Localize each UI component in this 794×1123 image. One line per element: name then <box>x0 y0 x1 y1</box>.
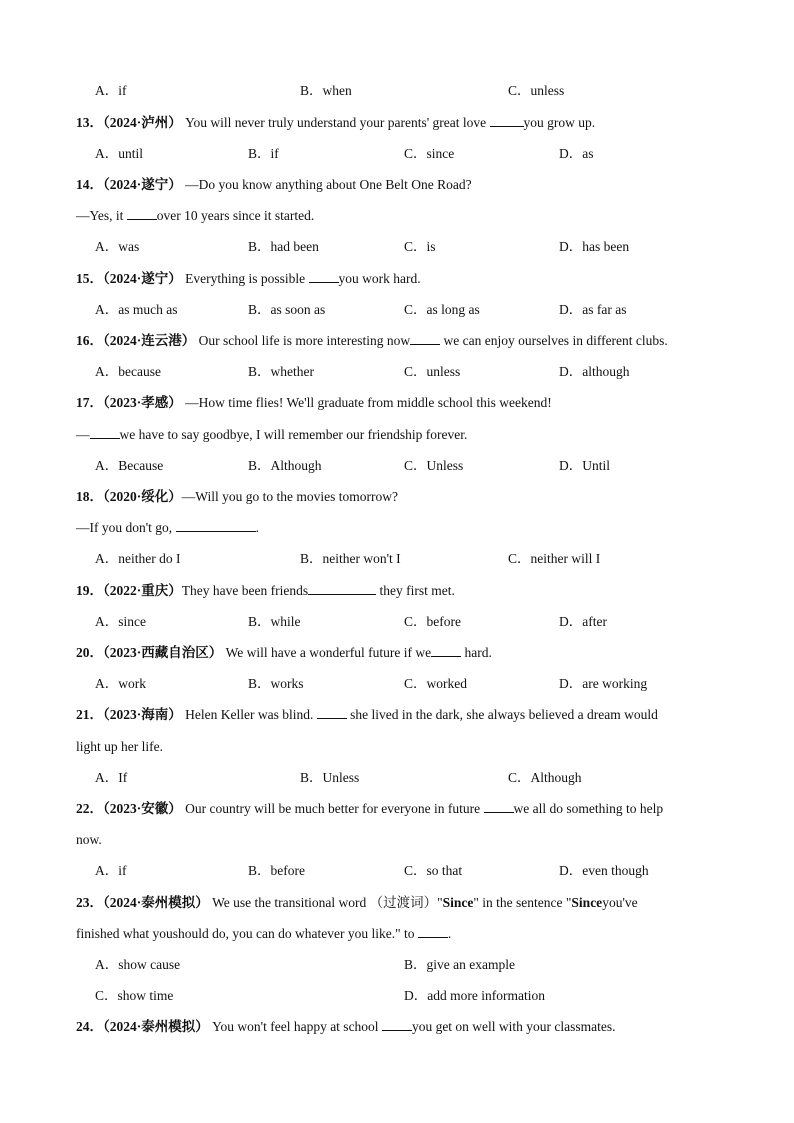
q12-option-a[interactable]: A．if <box>95 83 127 98</box>
q18-option-c[interactable]: C．neither will I <box>508 551 601 566</box>
question-text: you've <box>602 895 638 910</box>
question-18 <box>76 488 398 506</box>
question-text: Our school life is more interesting now <box>195 333 411 348</box>
question-text: she lived in the dark, she always believed a dream would <box>346 707 658 722</box>
question-14-line2 <box>76 207 314 225</box>
answer-blank[interactable] <box>308 582 376 595</box>
question-20 <box>76 644 492 662</box>
question-16 <box>76 332 668 350</box>
q19-option-b[interactable]: B．while <box>248 614 301 629</box>
question-source: （2024·泰州模拟） <box>103 895 209 910</box>
question-text: you work hard. <box>338 271 421 286</box>
question-text: You won't feel happy at school <box>208 1019 382 1034</box>
question-number: 14． <box>76 177 103 192</box>
q23-option-c[interactable]: C．show time <box>95 988 174 1003</box>
answer-blank[interactable] <box>90 426 120 439</box>
question-23 <box>76 894 638 912</box>
question-text: They have been friends <box>181 583 309 598</box>
question-number: 22． <box>76 801 103 816</box>
q22-option-b[interactable]: B．before <box>248 863 305 878</box>
q15-option-d[interactable]: D．as far as <box>559 302 627 317</box>
q22-option-c[interactable]: C．so that <box>404 863 463 878</box>
q20-option-a[interactable]: A．work <box>95 676 146 691</box>
q19-option-a[interactable]: A．since <box>95 614 146 629</box>
question-text: you grow up. <box>523 115 596 130</box>
question-text: we have to say goodbye, I will remember our friendship forever. <box>119 427 468 442</box>
q17-option-a[interactable]: A．Because <box>95 458 164 473</box>
question-source: （2024·遂宁） <box>103 271 182 286</box>
q14-option-b[interactable]: B．had been <box>248 239 319 254</box>
q17-option-b[interactable]: B．Although <box>248 458 322 473</box>
question-text: —If you don't go, <box>76 520 176 535</box>
q16-option-b[interactable]: B．whether <box>248 364 314 379</box>
answer-blank[interactable] <box>418 925 448 938</box>
q14-option-c[interactable]: C．is <box>404 239 436 254</box>
q16-option-d[interactable]: D．although <box>559 364 630 379</box>
q23-option-d[interactable]: D．add more information <box>404 988 545 1003</box>
question-number: 24． <box>76 1019 103 1034</box>
question-text: Helen Keller was blind. <box>181 707 317 722</box>
q22-option-d[interactable]: D．even though <box>559 863 649 878</box>
q13-option-a[interactable]: A．until <box>95 146 144 161</box>
question-text: you get on well with your classmates. <box>411 1019 616 1034</box>
question-number: 20． <box>76 645 103 660</box>
question-text: Our country will be much better for everyone in future <box>181 801 484 816</box>
q20-option-c[interactable]: C．worked <box>404 676 467 691</box>
question-text: —How time flies! We'll graduate from middle school this weekend! <box>181 395 552 410</box>
question-text: We will have a wonderful future if we <box>222 645 432 660</box>
question-text: You will never truly understand your parents' great love <box>181 115 490 130</box>
answer-blank[interactable] <box>382 1018 412 1031</box>
question-source: （2024·泸州） <box>103 115 182 130</box>
question-text: they first met. <box>376 583 455 598</box>
q17-option-d[interactable]: D．Until <box>559 458 611 473</box>
q21-option-a[interactable]: A．If <box>95 770 128 785</box>
answer-blank[interactable] <box>317 706 347 719</box>
question-number: 23． <box>76 895 103 910</box>
question-source: （2022·重庆） <box>103 583 182 598</box>
answer-blank[interactable] <box>484 800 514 813</box>
question-source: （2024·泰州模拟） <box>103 1019 209 1034</box>
question-source: （2020·绥化） <box>103 489 182 504</box>
question-text: —Do you know anything about One Belt One Road? <box>181 177 472 192</box>
question-number: 13． <box>76 115 103 130</box>
q13-option-c[interactable]: C．since <box>404 146 455 161</box>
question-14 <box>76 176 472 194</box>
question-13 <box>76 114 595 132</box>
q12-option-c[interactable]: C．unless <box>508 83 565 98</box>
question-text: — <box>76 427 90 442</box>
question-source: （2024·连云港） <box>103 333 196 348</box>
question-text: hard. <box>461 645 492 660</box>
answer-blank[interactable] <box>490 114 524 127</box>
q23-option-a[interactable]: A．show cause <box>95 957 181 972</box>
question-15 <box>76 270 421 288</box>
q18-option-b[interactable]: B．neither won't I <box>300 551 401 566</box>
q20-option-d[interactable]: D．are working <box>559 676 648 691</box>
question-21-continuation: light up her life. <box>76 739 163 754</box>
q16-option-c[interactable]: C．unless <box>404 364 461 379</box>
question-number: 18． <box>76 489 103 504</box>
answer-blank[interactable] <box>431 644 461 657</box>
answer-blank[interactable] <box>410 332 440 345</box>
question-text: We use the transitional word （过渡词）" <box>208 895 443 910</box>
question-24 <box>76 1018 616 1036</box>
question-18-line2 <box>76 519 259 537</box>
question-source: （2023·孝感） <box>103 395 182 410</box>
q23-option-b[interactable]: B．give an example <box>404 957 515 972</box>
q12-option-b[interactable]: B．when <box>300 83 352 98</box>
q17-option-c[interactable]: C．Unless <box>404 458 464 473</box>
question-17-line2 <box>76 426 467 444</box>
question-number: 21． <box>76 707 103 722</box>
question-text: . <box>255 520 259 535</box>
question-text: Everything is possible <box>181 271 309 286</box>
answer-blank[interactable] <box>127 207 157 220</box>
q21-option-b[interactable]: B．Unless <box>300 770 360 785</box>
question-source: （2023·西藏自治区） <box>103 645 223 660</box>
question-number: 19． <box>76 583 103 598</box>
q14-option-a[interactable]: A．was <box>95 239 140 254</box>
question-text: —Will you go to the movies tomorrow? <box>181 489 398 504</box>
q21-option-c[interactable]: C．Although <box>508 770 582 785</box>
question-source: （2024·遂宁） <box>103 177 182 192</box>
question-text: we can enjoy ourselves in different clubs. <box>440 333 668 348</box>
q15-option-b[interactable]: B．as soon as <box>248 302 326 317</box>
question-text: —Yes, it <box>76 208 127 223</box>
answer-blank[interactable] <box>309 270 339 283</box>
question-source: （2023·安徽） <box>103 801 182 816</box>
question-21 <box>76 706 658 724</box>
question-19 <box>76 582 455 600</box>
question-22 <box>76 800 663 818</box>
emphasis-word: Since <box>571 895 603 910</box>
emphasis-word: Since <box>442 895 474 910</box>
q14-option-d[interactable]: D．has been <box>559 239 630 254</box>
q20-option-b[interactable]: B．works <box>248 676 304 691</box>
question-text: finished what youshould do, you can do whatever you like." to <box>76 926 418 941</box>
q13-option-d[interactable]: D．as <box>559 146 594 161</box>
q13-option-b[interactable]: B．if <box>248 146 279 161</box>
question-number: 15． <box>76 271 103 286</box>
question-22-continuation: now. <box>76 832 102 847</box>
question-number: 16． <box>76 333 103 348</box>
q18-option-a[interactable]: A．neither do I <box>95 551 181 566</box>
q15-option-a[interactable]: A．as much as <box>95 302 178 317</box>
question-text: " in the sentence " <box>473 895 572 910</box>
question-text: we all do something to help <box>513 801 664 816</box>
question-17 <box>76 394 552 412</box>
question-number: 17． <box>76 395 103 410</box>
question-text: . <box>447 926 452 941</box>
q15-option-c[interactable]: C．as long as <box>404 302 480 317</box>
q16-option-a[interactable]: A．because <box>95 364 161 379</box>
answer-blank[interactable] <box>176 519 256 532</box>
question-text: over 10 years since it started. <box>156 208 315 223</box>
question-23-continuation <box>76 925 451 943</box>
q19-option-d[interactable]: D．after <box>559 614 607 629</box>
question-source: （2023·海南） <box>103 707 182 722</box>
q19-option-c[interactable]: C．before <box>404 614 461 629</box>
q22-option-a[interactable]: A．if <box>95 863 127 878</box>
